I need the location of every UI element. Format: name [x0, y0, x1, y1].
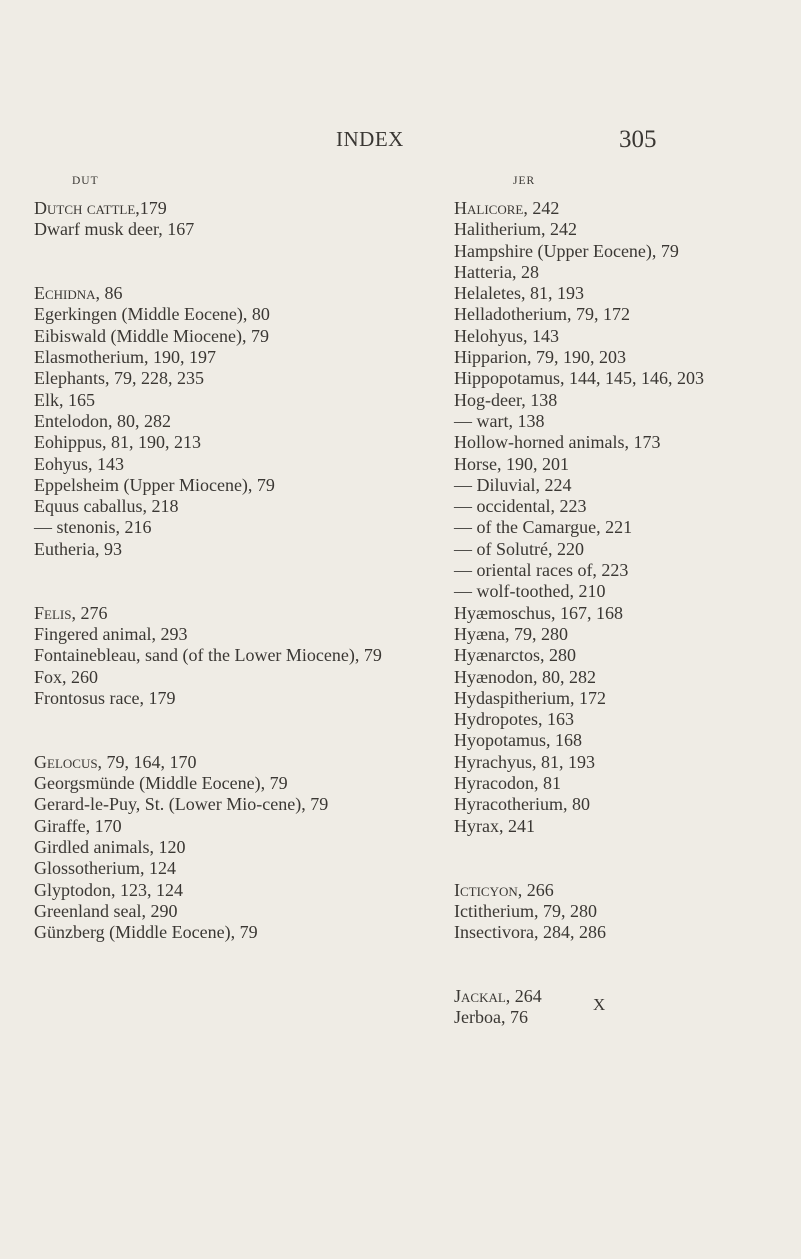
- index-entry: Hyrax, 241: [454, 815, 535, 836]
- index-entry: — Diluvial, 224: [454, 474, 572, 495]
- index-entry: Helohyus, 143: [454, 325, 559, 346]
- index-entry: Girdled animals, 120: [34, 836, 186, 857]
- index-entry: Egerkingen (Middle Eocene), 80: [34, 304, 270, 325]
- index-entry: Elasmotherium, 190, 197: [34, 347, 216, 368]
- index-entry: Elephants, 79, 228, 235: [34, 368, 204, 389]
- index-entry: Hyrachyus, 81, 193: [454, 751, 595, 772]
- right-index-column: [454, 198, 799, 1029]
- group-spacer: [34, 241, 389, 284]
- index-entry: — occidental, 223: [454, 496, 587, 517]
- index-entry: — stenonis, 216: [34, 517, 152, 538]
- index-entry: Glyptodon, 123, 124: [34, 879, 184, 900]
- index-entry: Greenland seal, 290: [34, 900, 178, 921]
- index-entry: Hyænodon, 80, 282: [454, 666, 597, 687]
- index-entry: — oriental races of, 223: [454, 560, 629, 581]
- index-entry: Ictitherium, 79, 280: [454, 900, 597, 921]
- index-entry: Hydropotes, 163: [454, 709, 574, 730]
- index-entry: Fox, 260: [34, 666, 99, 687]
- index-entry: Equus caballus, 218: [34, 496, 179, 517]
- index-entry: Jerboa, 76: [454, 1007, 528, 1028]
- index-entry: Fingered animal, 293: [34, 623, 188, 644]
- index-entry: — of the Camargue, 221: [454, 517, 633, 538]
- group-spacer: [34, 560, 389, 603]
- index-entry: Felis, 276: [34, 602, 108, 623]
- index-entry: Glossotherium, 124: [34, 858, 176, 879]
- index-entry: Giraffe, 170: [34, 815, 122, 836]
- index-entry: Insectivora, 284, 286: [454, 922, 606, 943]
- index-entry: Günzberg (Middle Eocene), 79: [34, 922, 258, 943]
- index-entry: Hyæmoschus, 167, 168: [454, 602, 624, 623]
- index-entry: Hipparion, 79, 190, 203: [454, 347, 626, 368]
- group-spacer: [34, 709, 389, 752]
- index-entry: Hyracodon, 81: [454, 773, 561, 794]
- index-entry: Eutheria, 93: [34, 538, 122, 559]
- index-entry: Gelocus, 79, 164, 170: [34, 751, 197, 772]
- index-entry: Hyopotamus, 168: [454, 730, 582, 751]
- index-entry: Gerard-le-Puy, St. (Lower Mio-cene), 79: [34, 794, 329, 815]
- index-entry: Hydaspitherium, 172: [454, 687, 606, 708]
- index-entry: Halitherium, 242: [454, 219, 577, 240]
- index-entry: Hampshire (Upper Eocene), 79: [454, 240, 679, 261]
- index-entry: Dutch cattle,179: [34, 198, 167, 218]
- index-entry: Hyracotherium, 80: [454, 794, 590, 815]
- index-entry: — wolf-toothed, 210: [454, 581, 606, 602]
- index-entry: Hollow-horned animals, 173: [454, 432, 661, 453]
- index-entry: Elk, 165: [34, 389, 95, 410]
- index-entry: Dwarf musk deer, 167: [34, 219, 195, 240]
- index-entry: Echidna, 86: [34, 283, 123, 304]
- index-entry: Fontainebleau, sand (of the Lower Miocene), 79: [34, 645, 382, 666]
- index-entry: Frontosus race, 179: [34, 687, 176, 708]
- page-title: INDEX: [336, 127, 404, 151]
- page-number: 305: [619, 126, 657, 153]
- index-entry: Eppelsheim (Upper Miocene), 79: [34, 474, 275, 495]
- index-entry: Hyænarctos, 280: [454, 645, 576, 666]
- index-entry: Helaletes, 81, 193: [454, 283, 584, 304]
- index-entry: Entelodon, 80, 282: [34, 410, 171, 431]
- index-entry: Horse, 190, 201: [454, 453, 569, 474]
- index-entry: Helladotherium, 79, 172: [454, 304, 630, 325]
- index-entry: — wart, 138: [454, 410, 545, 431]
- index-entry: Jackal, 264: [454, 985, 542, 1006]
- right-running-head: JER: [513, 175, 536, 187]
- index-entry: Georgsmünde (Middle Eocene), 79: [34, 773, 288, 794]
- group-spacer: [454, 837, 799, 880]
- index-entry: Hyæna, 79, 280: [454, 623, 568, 644]
- index-entry: Halicore, 242: [454, 198, 560, 218]
- index-entry: — of Solutré, 220: [454, 538, 584, 559]
- group-spacer: [454, 943, 799, 986]
- index-entry: Hippopotamus, 144, 145, 146, 203: [454, 368, 704, 389]
- index-entry: Hog-deer, 138: [454, 389, 558, 410]
- index-entry: Eohippus, 81, 190, 213: [34, 432, 202, 453]
- index-entry: Eohyus, 143: [34, 453, 124, 474]
- left-index-column: [34, 198, 389, 943]
- index-entry: Eibiswald (Middle Miocene), 79: [34, 325, 269, 346]
- signature-mark: X: [593, 995, 606, 1014]
- index-entry: Hatteria, 28: [454, 261, 539, 282]
- index-entry: Icticyon, 266: [454, 879, 554, 900]
- left-running-head: DUT: [72, 175, 99, 187]
